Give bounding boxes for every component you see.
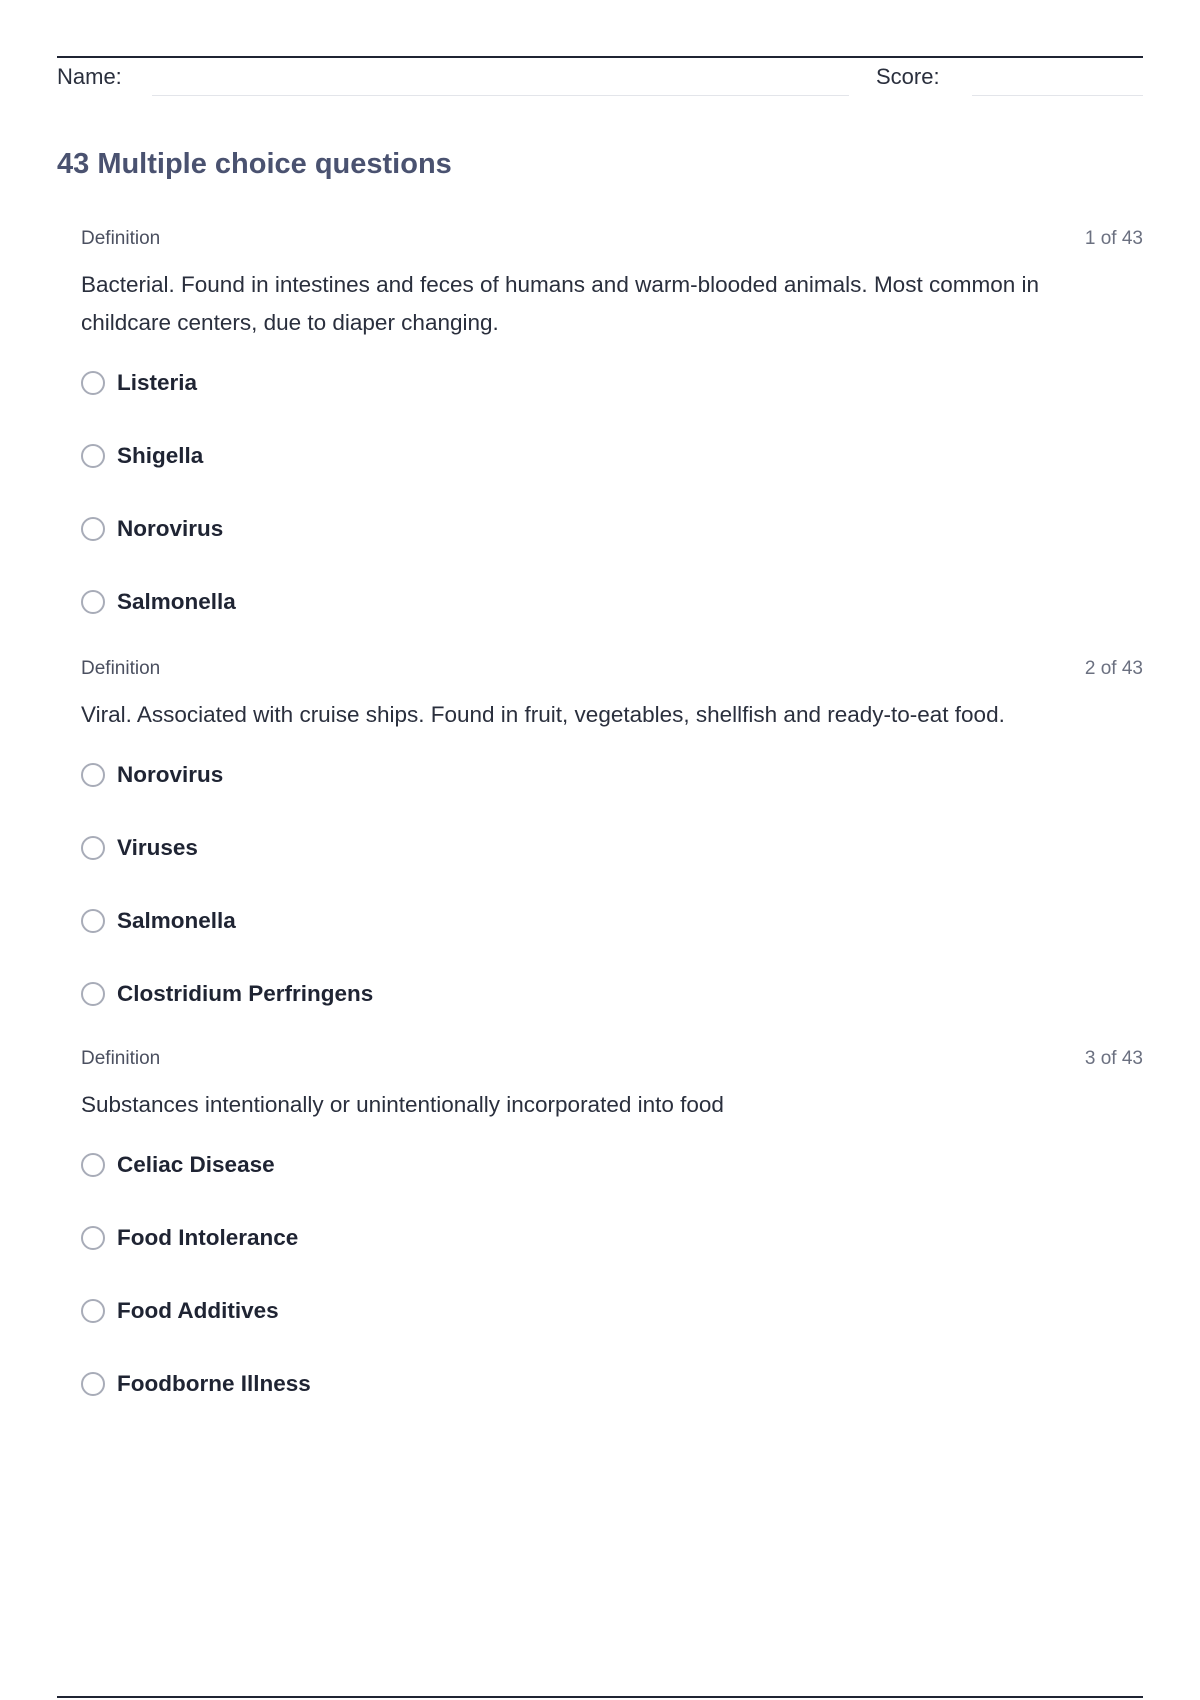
answer-options [81, 752, 1143, 1044]
answer-options [81, 360, 1143, 652]
answer-option[interactable] [81, 579, 1143, 652]
answer-label: Salmonella [117, 588, 236, 614]
answer-label: Norovirus [117, 761, 224, 787]
score-field[interactable] [972, 95, 1143, 96]
quiz-page [57, 0, 1143, 1700]
name-label: Name: [57, 64, 122, 89]
answer-label: Norovirus [117, 515, 224, 541]
radio-button[interactable] [81, 836, 105, 860]
answer-label: Foodborne Illness [117, 1370, 311, 1396]
answer-option[interactable] [81, 360, 1143, 433]
answer-label: Viruses [117, 834, 198, 860]
question-2 [81, 658, 1143, 1044]
question-type: Definition [81, 228, 161, 249]
answer-label: Salmonella [117, 907, 236, 933]
answer-option[interactable] [81, 825, 1143, 898]
answer-option[interactable] [81, 506, 1143, 579]
top-divider [57, 56, 1143, 58]
radio-button[interactable] [81, 444, 105, 468]
answer-option[interactable] [81, 1215, 1143, 1288]
answer-option[interactable] [81, 433, 1143, 506]
answer-option[interactable] [81, 752, 1143, 825]
question-meta [81, 1048, 1143, 1076]
answer-options [81, 1142, 1143, 1434]
answer-option[interactable] [81, 1142, 1143, 1215]
name-field[interactable] [152, 95, 849, 96]
radio-button[interactable] [81, 763, 105, 787]
answer-label: Celiac Disease [117, 1151, 275, 1177]
answer-label: Clostridium Perfringens [117, 980, 374, 1006]
question-prompt: Bacterial. Found in intestines and feces of humans and warm-blooded animals. Most common in childcare centers, due to diaper changing. [81, 272, 1039, 335]
question-3 [81, 1048, 1143, 1434]
answer-label: Listeria [117, 369, 198, 395]
question-meta [81, 658, 1143, 686]
question-counter: 1 of 43 [1084, 228, 1143, 249]
question-type: Definition [81, 658, 161, 679]
radio-button[interactable] [81, 1372, 105, 1396]
answer-label: Shigella [117, 442, 204, 468]
answer-option[interactable] [81, 898, 1143, 971]
student-header [57, 62, 1143, 98]
question-counter: 3 of 43 [1084, 1048, 1143, 1069]
radio-button[interactable] [81, 909, 105, 933]
answer-label: Food Additives [117, 1297, 279, 1323]
radio-button[interactable] [81, 982, 105, 1006]
score-label: Score: [876, 64, 940, 89]
answer-label: Food Intolerance [117, 1224, 299, 1250]
question-1 [81, 228, 1143, 652]
radio-button[interactable] [81, 1226, 105, 1250]
radio-button[interactable] [81, 1299, 105, 1323]
radio-button[interactable] [81, 1153, 105, 1177]
question-counter: 2 of 43 [1084, 658, 1143, 679]
question-prompt: Substances intentionally or unintentionally incorporated into food [81, 1092, 724, 1117]
radio-button[interactable] [81, 371, 105, 395]
question-meta [81, 228, 1143, 256]
question-type: Definition [81, 1048, 161, 1069]
question-prompt: Viral. Associated with cruise ships. Found in fruit, vegetables, shellfish and ready-to-eat food. [81, 702, 1005, 727]
answer-option[interactable] [81, 1361, 1143, 1434]
bottom-divider [57, 1696, 1143, 1698]
radio-button[interactable] [81, 517, 105, 541]
answer-option[interactable] [81, 1288, 1143, 1361]
radio-button[interactable] [81, 590, 105, 614]
answer-option[interactable] [81, 971, 1143, 1044]
section-title: 43 Multiple choice questions [57, 148, 452, 180]
